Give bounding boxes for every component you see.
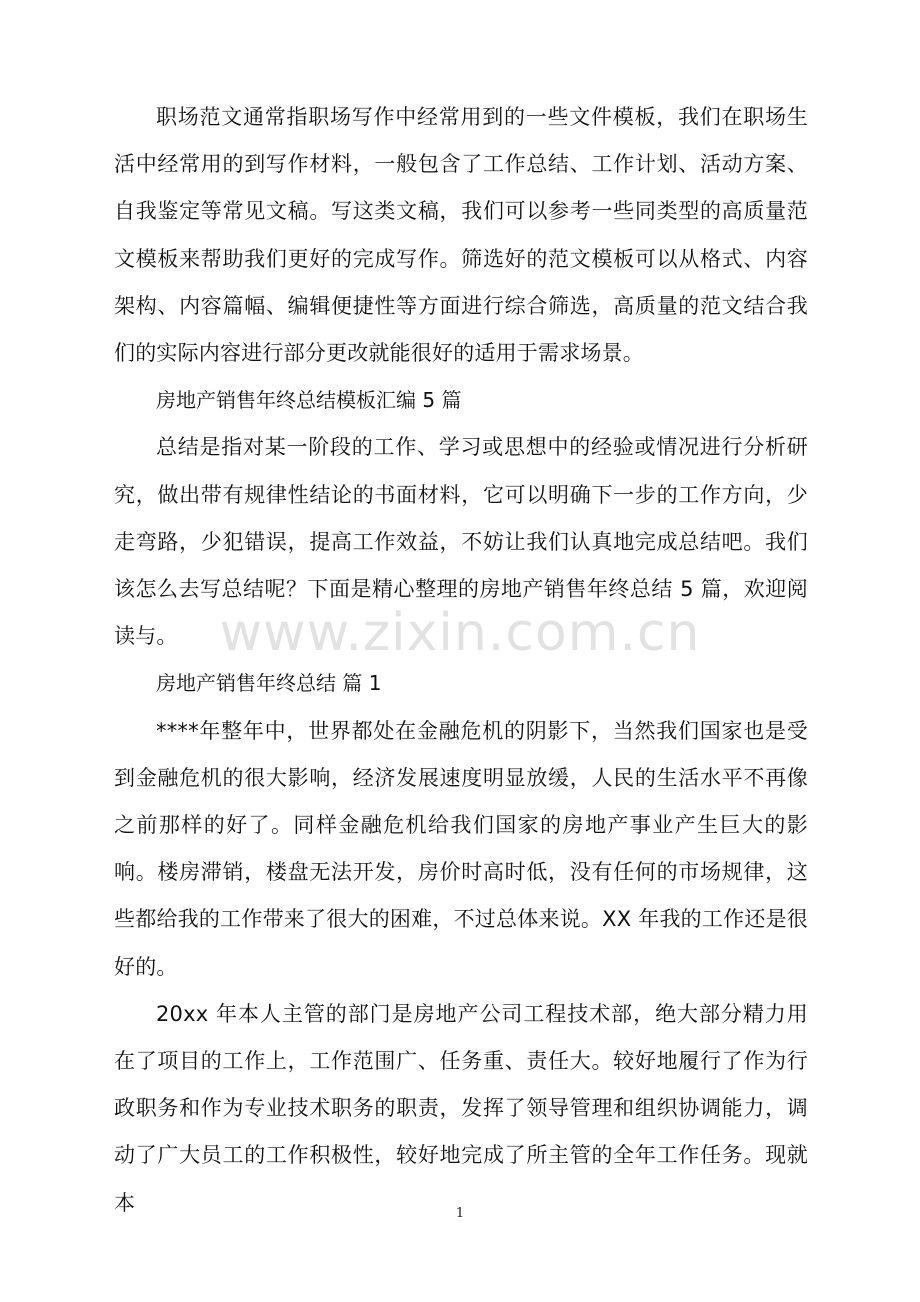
section-heading-1: 房地产销售年终总结 篇 1: [156, 671, 382, 696]
document-body: [114, 94, 808, 1227]
page-number: 1: [455, 1206, 465, 1221]
watermark: www.zixin.com.cn: [219, 603, 701, 663]
document-title: 房地产销售年终总结模板汇编 5 篇: [156, 388, 462, 413]
section-1-paragraph-2: 20xx 年本人主管的部门是房地产公司工程技术部，绝大部分精力用在了项目的工作上，工作范围广、任务重、责任大。较好地履行了作为行政职务和作为专业技术职务的职责，发挥了领导管理和组织协调能力，调动了广大员工的工作积极性，较好地完成了所主管的全年工作任务。现就本: [114, 1001, 808, 1215]
summary-paragraph: 总结是指对某一阶段的工作、学习或思想中的经验或情况进行分析研究，做出带有规律性结论的书面材料，它可以明确下一步的工作方向，少走弯路，少犯错误，提高工作效益，不妨让我们认真地完成总结吧。我们该怎么去写总结呢？下面是精心整理的房地产销售年终总结 5 篇，欢迎阅读与。: [114, 435, 808, 649]
section-1-paragraph-1: ****年整年中，世界都处在金融危机的阴影下，当然我们国家也是受到金融危机的很大影响，经济发展速度明显放缓，人民的生活水平不再像之前那样的好了。同样金融危机给我们国家的房地产事业产生巨大的影响。楼房滞销，楼盘无法开发，房价时高时低，没有任何的市场规律，这些都给我的工作带来了很大的困难，不过总体来说。XX 年我的工作还是很好的。: [114, 718, 808, 979]
intro-paragraph: 职场范文通常指职场写作中经常用到的一些文件模板，我们在职场生活中经常用的到写作材料，一般包含了工作总结、工作计划、活动方案、自我鉴定等常见文稿。写这类文稿，我们可以参考一些同类型的高质量范文模板来帮助我们更好的完成写作。筛选好的范文模板可以从格式、内容架构、内容篇幅、编辑便捷性等方面进行综合筛选，高质量的范文结合我们的实际内容进行部分更改就能很好的适用于需求场景。: [114, 105, 808, 366]
